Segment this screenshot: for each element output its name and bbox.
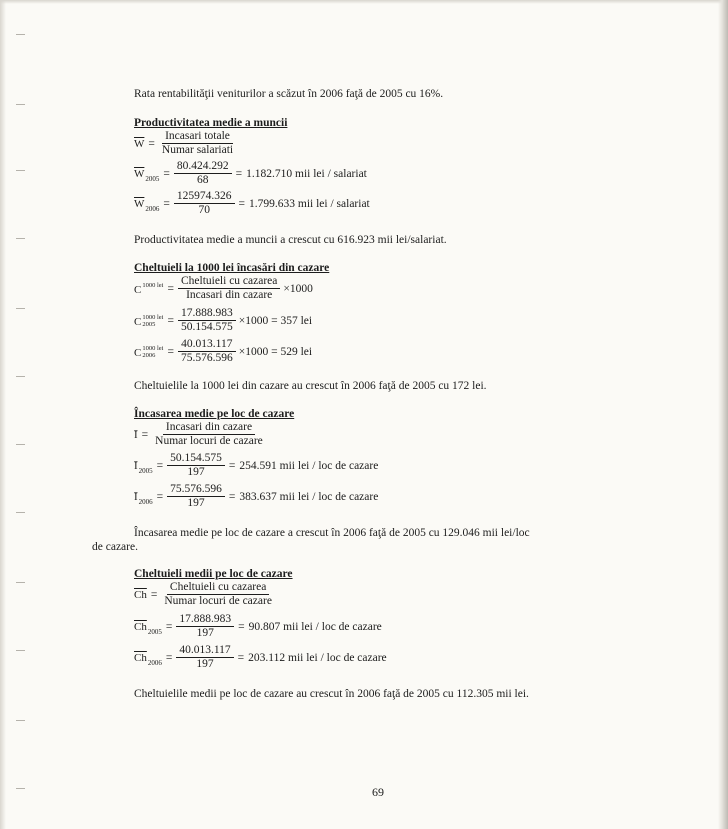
avg-revenue-conclusion: Încasarea medie pe loc de cazare a crescut în 2006 faţă de 2005 cu 129.046 mii lei/loc [134,527,530,539]
avg-revenue-2005: Ī 2005 = $\frac{50.154.575}{197}$ = 254.591 mii lei / loc de cazare [134,452,379,478]
result-value: 90.807 mii lei / loc de cazare [248,620,382,633]
result-value: ×1000 = 529 lei [238,345,313,358]
page-number: 69 [372,785,384,799]
result-value: 383.637 mii lei / loc de cazare [239,490,379,503]
productivity-conclusion: Productivitatea medie a muncii a crescut cu 616.923 mii lei/salariat. [134,234,447,246]
formula-symbol: $\overline{W}$ [134,137,145,150]
fraction: $\frac{\text{Incasari totale}}{\text{Numar salariati}}$ [161,130,234,156]
expenses-1000-definition: C 1000 lei = $\frac{\text{Cheltuieli cu cazarea}}{\text{Incasari din cazare}}$ ×1000 [134,275,313,301]
avg-expenses-conclusion: Cheltuielile medii pe loc de cazare au crescut în 2006 faţă de 2005 cu 112.305 mii lei. [134,688,529,700]
result-value: 1.799.633 mii lei / salariat [249,197,370,210]
productivity-definition: $\overline{W}$ = $\frac{\text{Incasari totale}}{\text{Numar salariati}}$ [134,130,236,157]
avg-revenue-conclusion-cont: de cazare. [92,541,138,553]
avg-expenses-2005: $\overline{Ch}$ 2005 = $\frac{17.888.983}{197}$ = 90.807 mii lei / loc de cazare [134,613,382,639]
avg-revenue-heading: Încasarea medie pe loc de cazare [134,408,295,420]
result-value: ×1000 = 357 lei [238,314,313,327]
result-value: 254.591 mii lei / loc de cazare [239,459,379,472]
expenses-1000-conclusion: Cheltuielile la 1000 lei din cazare au crescut în 2006 faţă de 2005 cu 172 lei. [134,380,487,392]
intro-paragraph: Rata rentabilităţii veniturilor a scăzut în 2006 faţă de 2005 cu 16%. [134,88,444,100]
avg-revenue-2006: Ī 2006 = $\frac{75.576.596}{197}$ = 383.637 mii lei / loc de cazare [134,483,379,509]
expenses-1000-heading: Cheltuieli la 1000 lei încasări din cazare [134,262,330,274]
expenses-1000-2006: C 1000 lei 2006 = $\frac{40.013.117}{75.576.596}$ ×1000 = 529 lei [134,338,313,364]
expenses-1000-2005: C 1000 lei 2005 = $\frac{17.888.983}{50.154.575}$ ×1000 = 357 lei [134,307,313,333]
result-value: 203.112 mii lei / loc de cazare [248,651,387,664]
productivity-heading: Productivitatea medie a muncii [134,117,288,129]
productivity-2005: $\overline{W}$ 2005 = $\frac{80.424.292}{68}$ = 1.182.710 mii lei / salariat [134,160,367,186]
avg-expenses-definition: $\overline{Ch}$ = $\frac{\text{Cheltuieli cu cazarea}}{\text{Numar locuri de cazare}}$ [134,581,272,607]
result-value: 1.182.710 mii lei / salariat [246,167,367,180]
avg-expenses-2006: $\overline{Ch}$ 2006 = $\frac{40.013.117}{197}$ = 203.112 mii lei / loc de cazare [134,644,387,670]
productivity-2006: $\overline{W}$ 2006 = $\frac{125974.326}{70}$ = 1.799.633 mii lei / salariat [134,190,370,216]
avg-expenses-heading: Cheltuieli medii pe loc de cazare [134,568,293,580]
avg-revenue-definition: Ī = $\frac{\text{Incasari din cazare}}{\text{Numar locuri de cazare}}$ [134,421,263,447]
